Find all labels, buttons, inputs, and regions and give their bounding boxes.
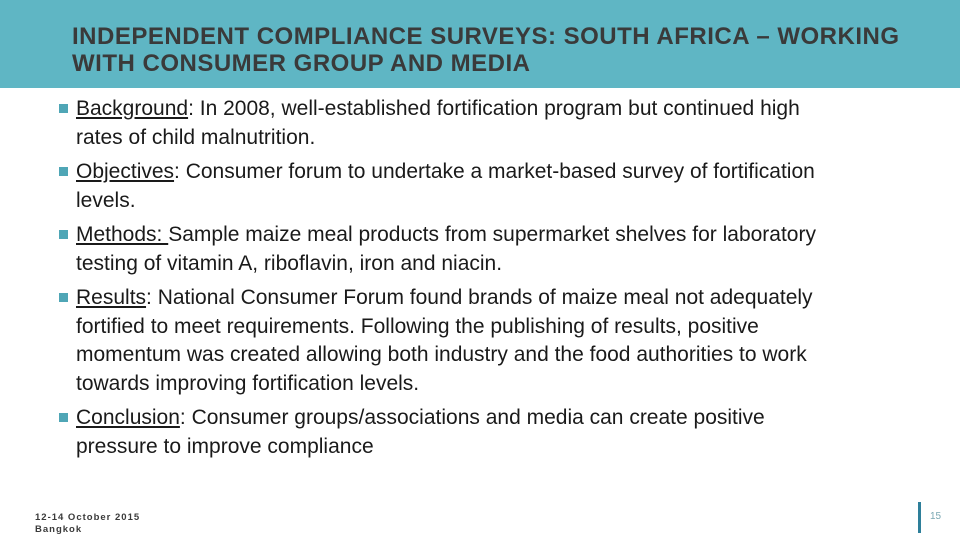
bullet-objectives — [57, 158, 837, 215]
square-bullet-icon — [59, 104, 68, 113]
bullet-term: Results — [76, 286, 147, 309]
square-bullet-icon — [59, 230, 68, 239]
bullet-term: Conclusion — [76, 406, 180, 429]
bullet-term: Background — [76, 97, 189, 120]
bullet-conclusion — [57, 404, 837, 461]
bullet-text: : National Consumer Forum found brands of maize meal not adequately fortified to meet requirements. Following the publishing of results, positive momentum was created allowing both industry and the food authorities to work towards improving fortification levels. — [76, 286, 813, 395]
title-bar — [0, 0, 960, 88]
bullet-text: : Consumer forum to undertake a market-based survey of fortification levels. — [76, 160, 815, 212]
footer-location: Bangkok — [35, 524, 83, 535]
bullet-text: : Consumer groups/associations and media can create positive pressure to improve compliance — [76, 406, 765, 458]
bullet-text: : In 2008, well-established fortification program but continued high rates of child malnutrition. — [76, 97, 800, 149]
bullet-text: Sample maize meal products from supermarket shelves for laboratory testing of vitamin A, riboflavin, iron and niacin. — [76, 223, 816, 275]
footer-date-range: 12-14 October 2015 — [35, 512, 141, 523]
bullet-term: Methods: — [76, 223, 169, 246]
bullet-results — [57, 284, 837, 398]
bullet-background — [57, 95, 837, 152]
bullet-methods — [57, 221, 837, 278]
bullet-list — [57, 95, 837, 467]
square-bullet-icon — [59, 413, 68, 422]
slide-number: 15 — [930, 511, 942, 522]
square-bullet-icon — [59, 167, 68, 176]
footer-date — [35, 512, 140, 536]
bullet-term: Objectives — [76, 160, 175, 183]
square-bullet-icon — [59, 293, 68, 302]
footer-divider — [918, 502, 921, 533]
slide-title: INDEPENDENT COMPLIANCE SURVEYS: SOUTH AFRICA – WORKING WITH CONSUMER GROUP AND MEDIA — [72, 23, 900, 77]
